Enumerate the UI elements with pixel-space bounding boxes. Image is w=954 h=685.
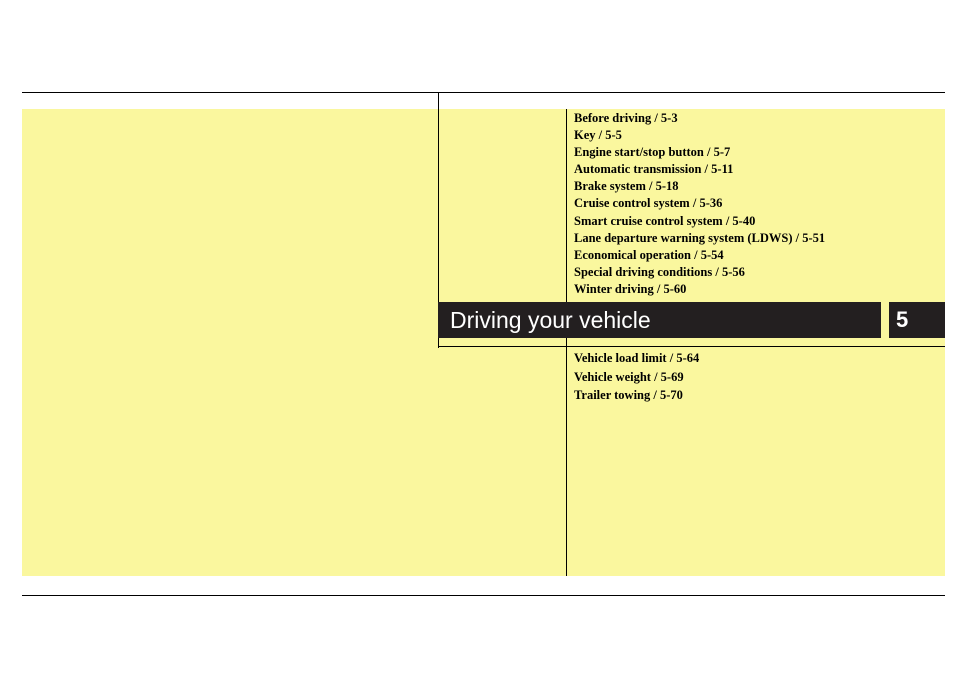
toc-item[interactable]: Before driving / 5-3 [574, 111, 678, 125]
toc-item[interactable]: Special driving conditions / 5-56 [574, 264, 745, 279]
toc-list-top [574, 110, 825, 298]
chapter-tab [889, 302, 945, 338]
toc-item[interactable]: Automatic transmission / 5-11 [574, 162, 734, 177]
toc-item[interactable]: Smart cruise control system / 5-40 [574, 213, 756, 228]
toc-item[interactable]: Key / 5-5 [574, 128, 622, 143]
bottom-rule [22, 595, 945, 596]
section-title-bar [438, 302, 881, 338]
chapter-number: 5 [896, 307, 909, 332]
toc-item[interactable]: Vehicle weight / 5-69 [574, 369, 684, 384]
toc-item[interactable]: Economical operation / 5-54 [574, 247, 724, 262]
toc-item[interactable]: Trailer towing / 5-70 [574, 388, 683, 402]
toc-divider [566, 109, 567, 576]
toc-item[interactable]: Vehicle load limit / 5-64 [574, 351, 700, 365]
top-rule [22, 92, 945, 93]
section-title: Driving your vehicle [450, 307, 651, 333]
toc-item[interactable]: Winter driving / 5-60 [574, 281, 687, 296]
toc-item[interactable]: Lane departure warning system (LDWS) / 5-51 [574, 230, 826, 245]
toc-item[interactable]: Engine start/stop button / 5-7 [574, 145, 731, 160]
toc-item[interactable]: Brake system / 5-18 [574, 179, 679, 194]
toc-item[interactable]: Cruise control system / 5-36 [574, 196, 723, 211]
title-underline [438, 346, 945, 347]
toc-list-bottom [574, 349, 699, 405]
